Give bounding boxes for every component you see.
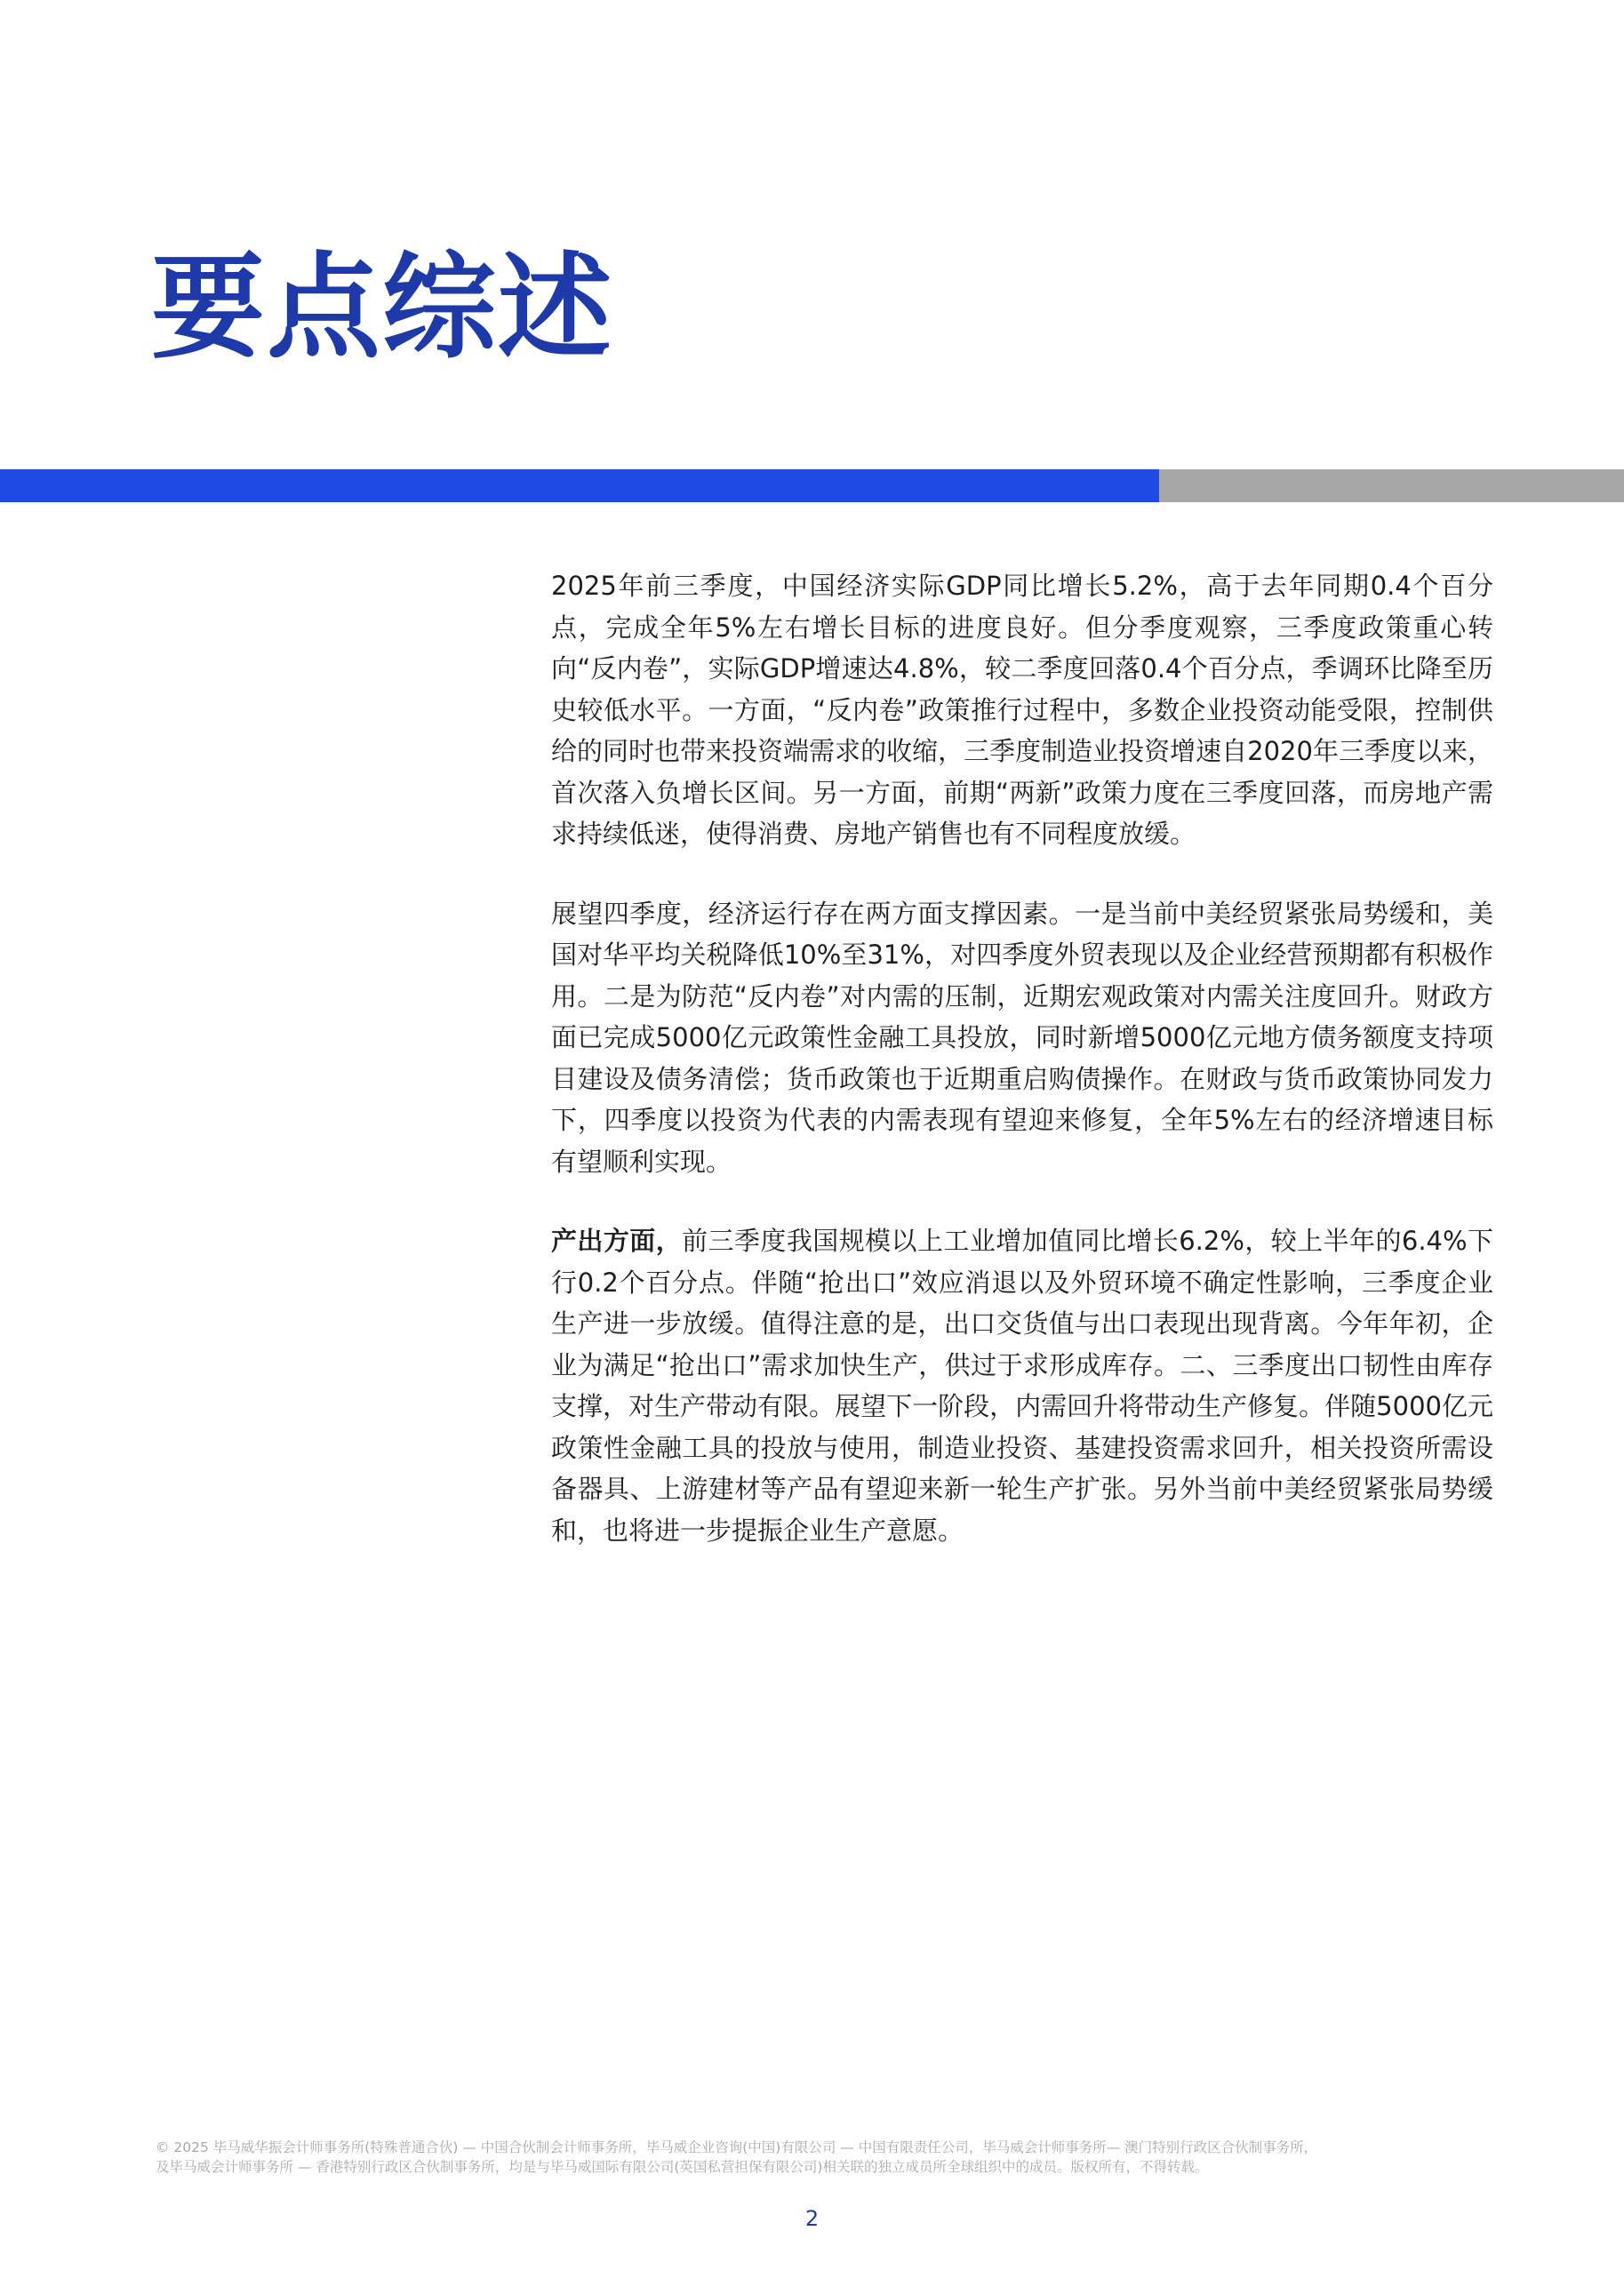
paragraph-output bbox=[551, 1220, 1493, 1551]
paragraph-q4-outlook: 展望四季度，经济运行存在两方面支撑因素。一是当前中美经贸紧张局势缓和，美国对华平均关税降低10%至31%，对四季度外贸表现以及企业经营预期都有积极作用。二是为防范“反内卷”对内需的压制，近期宏观政策对内需关注度回升。财政方面已完成5000亿元政策性金融工具投放，同时新增5000亿元地方债务额度支持项目建设及债务清偿；货币政策也于近期重启购债操作。在财政与货币政策协同发力下，四季度以投资为代表的内需表现有望迎来修复，全年5%左右的经济增速目标有望顺利实现。 bbox=[551, 898, 1493, 1177]
copyright-line-2: 及毕马威会计师事务所 — 香港特别行政区合伙制事务所，均是与毕马威国际有限公司(英国私营担保有限公司)相关联的独立成员所全球组织中的成员。版权所有，不得转载。 bbox=[156, 2159, 1209, 2175]
copyright-line-1: © 2025 毕马威华振会计师事务所(特殊普通合伙) — 中国合伙制会计师事务所，毕马威企业咨询(中国)有限公司 — 中国有限责任公司，毕马威会计师事务所— 澳门特别行政区合伙制事务所， bbox=[156, 2139, 1318, 2155]
page-title: 要点综述 bbox=[151, 242, 614, 374]
page-number: 2 bbox=[804, 2206, 820, 2231]
summary-body bbox=[551, 565, 1493, 1589]
divider-grey-segment bbox=[1159, 469, 1624, 502]
divider-blue-segment bbox=[0, 469, 1159, 502]
paragraph-gdp-overview: 2025年前三季度，中国经济实际GDP同比增长5.2%，高于去年同期0.4个百分点，完成全年5%左右增长目标的进度良好。但分季度观察，三季度政策重心转向“反内卷”，实际GDP增速达4.8%，较二季度回落0.4个百分点，季调环比降至历史较低水平。一方面，“反内卷”政策推行过程中，多数企业投资动能受限，控制供给的同时也带来投资端需求的收缩，三季度制造业投资增速自2020年三季度以来，首次落入负增长区间。另一方面，前期“两新”政策力度在三季度回落，而房地产需求持续低迷，使得消费、房地产销售也有不同程度放缓。 bbox=[551, 571, 1493, 849]
header-divider bbox=[0, 469, 1624, 502]
paragraph-output-text: 前三季度我国规模以上工业增加值同比增长6.2%，较上半年的6.4%下行0.2个百分点。伴随“抢出口”效应消退以及外贸环境不确定性影响，三季度企业生产进一步放缓。值得注意的是，出口交货值与出口表现出现背离。今年年初，企业为满足“抢出口”需求加快生产，供过于求形成库存。二、三季度出口韧性由库存支撑，对生产带动有限。展望下一阶段，内需回升将带动生产修复。伴随5000亿元政策性金融工具的投放与使用，制造业投资、基建投资需求回升，相关投资所需设备器具、上游建材等产品有望迎来新一轮生产扩张。另外当前中美经贸紧张局势缓和，也将进一步提振企业生产意愿。 bbox=[551, 1226, 1493, 1546]
footer-copyright bbox=[156, 2138, 1471, 2177]
paragraph-output-lead: 产出方面， bbox=[551, 1226, 683, 1256]
